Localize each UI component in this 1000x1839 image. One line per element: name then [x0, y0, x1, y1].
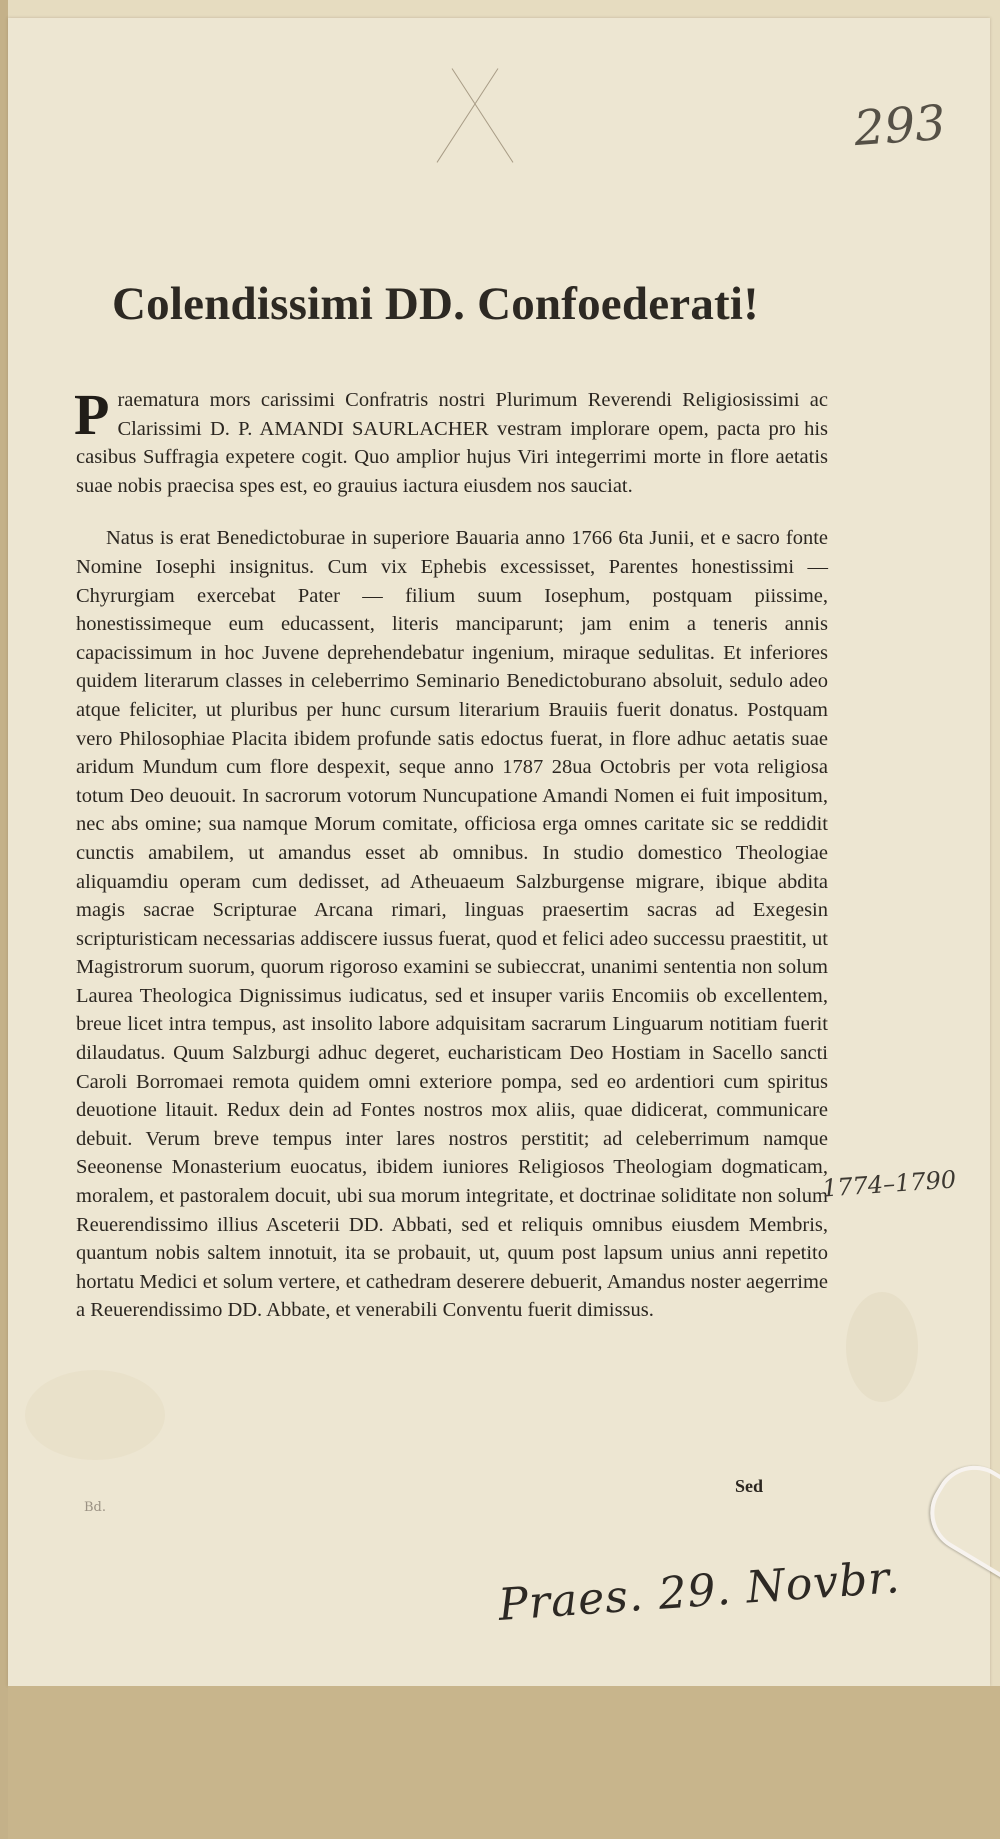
bottom-edge: [8, 1686, 1000, 1839]
binding-edge: [0, 0, 8, 1839]
opening-paragraph: [74, 382, 828, 500]
margin-note: 1774–1790: [821, 1165, 957, 1203]
page-number: 293: [852, 94, 948, 158]
catchword: Sed: [735, 1476, 764, 1496]
page-title: Colendissimi DD. Confoederati!: [112, 278, 759, 331]
document-body: [74, 382, 828, 1325]
handwritten-date: Praes. 29. Novbr.: [496, 1552, 902, 1631]
biography-paragraph: Natus is erat Benedictoburae in superiore Bauaria anno 1766 6ta Junii, et e sacro fonte Nomine Iosephi insignitus. Cum vix Ephebis excessisset, Parentes honestissimi — Chyrurgiam exercebat Pater — filium suum Iosephum, postquam piissime, honestissimeque eum educassent, literis manciparunt; jam enim a teneris annis capacissimum in hoc Juvene deprehendebatur ingenium, miraque sedulitas. Et inferiores quidem literarum classes in celeberrimo Seminario Benedictoburano absoluit, sedulo adeo atque feliciter, ut pluribus per hunc cursum literarium Brauiis fuerit donatus. Postquam vero Philosophiae Placita ibidem profunde satis edoctus fuerat, in flore adhuc aetatis suae aridum Mundum cum flore despexit, seque anno 1787 28ua Octobris per vota religiosa totum Deo deuouit. In sacrorum votorum Nuncupatione Amandi Nomen ei fuit impositum, nec abs omine; sua namque Morum comitate, officiosa erga omnes caritate sic se reddidit cunctis amabilem, ut amandus esset ab omnibus. In studio domestico Theologiae aliquamdiu operam cum dedisset, ad Atheuaeum Salzburgense migrare, ibique abdita magis sacrae Scripturae Arcana rimari, linguas praesertim sacras ad Exegesin scripturisticam necessarias addiscere iussus fuerat, quod et felici adeo successu praestitit, ut Magistrorum suorum, quorum rigoroso examini se subieccrat, unanimi sententia non solum Laurea Theologica Dignissimus iudicatus, sed et insuper variis Encomiis ob excellentem, breue licet intra tempus, ast insolito labore adquisitam sacrarum Linguarum notitiam fuerit dilaudatus. Quum Salzburgi adhuc degeret, eucharisticam Deo Hostiam in Sacello sancti Caroli Borromaei remota quidem omni exteriore pompa, sed eo ardentiori cum spiritus deuotione litauit. Redux dein ad Fontes nostros mox aliis, quae didicerat, communicare debuit. Verum breve tempus inter lares nostros perstitit; ad celeberrimum namque Seeonense Monasterium euocatus, ibidem iuniores Religiosos Theologiam dogmaticam, moralem, et pastoralem docuit, ubi sua morum integritate, et doctrinae soliditate non solum Reuerendissimo illius Asceterii DD. Abbati, sed et reliquis omnibus eiusdem Membris, quantum nobis saltem innotuit, ita se probauit, ut, quum post lapsum unius anni repetito hortatu Medici et solum vertere, et cathedram deserere debuerit, Amandus noster aegerrime a Reuerendissimo DD. Abbate, et venerabili Conventu fuerit dimissus.: [76, 527, 828, 1322]
drop-cap: P: [74, 382, 110, 447]
faded-stamp: Bd.: [84, 1500, 107, 1515]
opening-paragraph-text: raematura mors carissimi Confratris nostri Plurimum Reverendi Religiosissimi ac Clarissimi D. P. AMANDI SAURLACHER vestram implorare opem, pacta pro his casibus Suffragia expetere cogit. Quo amplior hujus Viri integerrimi morte in flore aetatis suae nobis praecisa spes est, eo grauius iactura eiusdem nos sauciat.: [76, 389, 828, 497]
